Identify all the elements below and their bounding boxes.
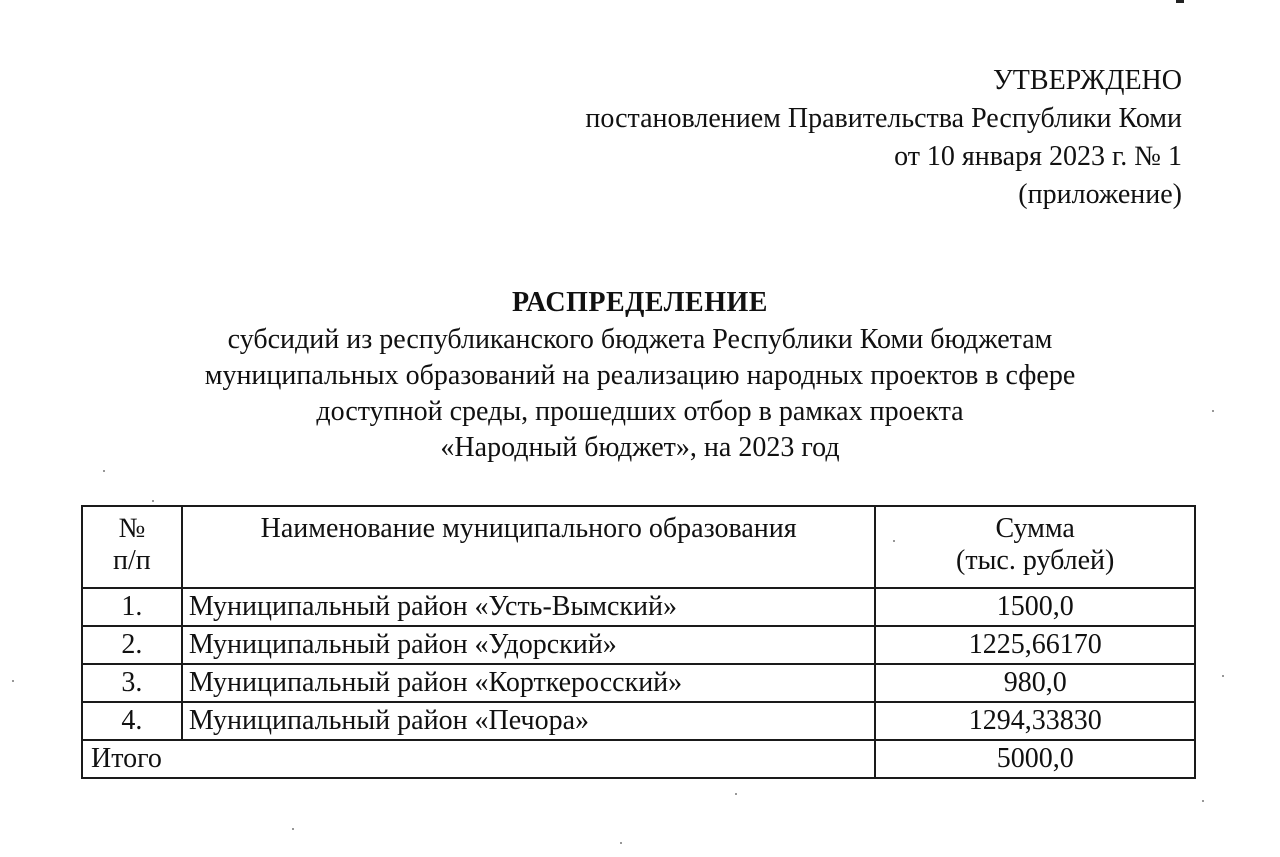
header-name-text: Наименование муниципального образования [260, 513, 797, 544]
total-sum: 5000,0 [875, 740, 1195, 778]
document-title [100, 284, 1180, 466]
scan-speck [12, 680, 14, 682]
header-sum-line-2: (тыс. рублей) [956, 545, 1115, 576]
approval-title: УТВЕРЖДЕНО [992, 65, 1182, 96]
scan-speck [735, 793, 737, 795]
row-number: 1. [82, 588, 182, 626]
document-heading: РАСПРЕДЕЛЕНИЕ [512, 287, 768, 318]
approval-stamp [585, 62, 1182, 214]
scan-speck [620, 842, 622, 844]
header-sum [875, 506, 1195, 588]
header-number-line-2: п/п [113, 545, 151, 576]
row-sum: 1225,66170 [875, 626, 1195, 664]
row-sum: 1294,33830 [875, 702, 1195, 740]
approval-appendix: (приложение) [1018, 179, 1182, 210]
table-row [82, 588, 1195, 626]
corner-mark [1176, 0, 1184, 3]
distribution-table [81, 505, 1196, 779]
table-row [82, 664, 1195, 702]
approval-date: от 10 января 2023 г. № 1 [894, 141, 1182, 172]
table-header-row [82, 506, 1195, 588]
title-line-2: муниципальных образований на реализацию народных проектов в сфере [204, 360, 1076, 391]
header-number [82, 506, 182, 588]
row-municipality: Муниципальный район «Усть-Вымский» [182, 588, 876, 626]
table-row [82, 702, 1195, 740]
scan-speck [103, 470, 105, 472]
title-line-3: доступной среды, прошедших отбор в рамках проекта [316, 396, 964, 427]
row-municipality: Муниципальный район «Удорский» [182, 626, 876, 664]
scan-speck [292, 828, 294, 830]
total-label: Итого [82, 740, 875, 778]
title-line-1: субсидий из республиканского бюджета Республики Коми бюджетам [227, 324, 1053, 355]
header-name [182, 506, 876, 588]
table-total-row [82, 740, 1195, 778]
table-row [82, 626, 1195, 664]
row-municipality: Муниципальный район «Печора» [182, 702, 876, 740]
approval-decree: постановлением Правительства Республики Коми [585, 103, 1182, 134]
scan-speck [1212, 410, 1214, 412]
title-line-4: «Народный бюджет», на 2023 год [440, 432, 840, 463]
row-municipality: Муниципальный район «Корткеросский» [182, 664, 876, 702]
scan-speck [152, 500, 154, 502]
scan-speck [1222, 675, 1224, 677]
row-sum: 1500,0 [875, 588, 1195, 626]
scan-speck [893, 540, 895, 542]
row-number: 4. [82, 702, 182, 740]
header-number-line-1: № [118, 513, 146, 544]
row-number: 3. [82, 664, 182, 702]
header-sum-line-1: Сумма [995, 513, 1075, 544]
row-sum: 980,0 [875, 664, 1195, 702]
row-number: 2. [82, 626, 182, 664]
scan-speck [1202, 800, 1204, 802]
